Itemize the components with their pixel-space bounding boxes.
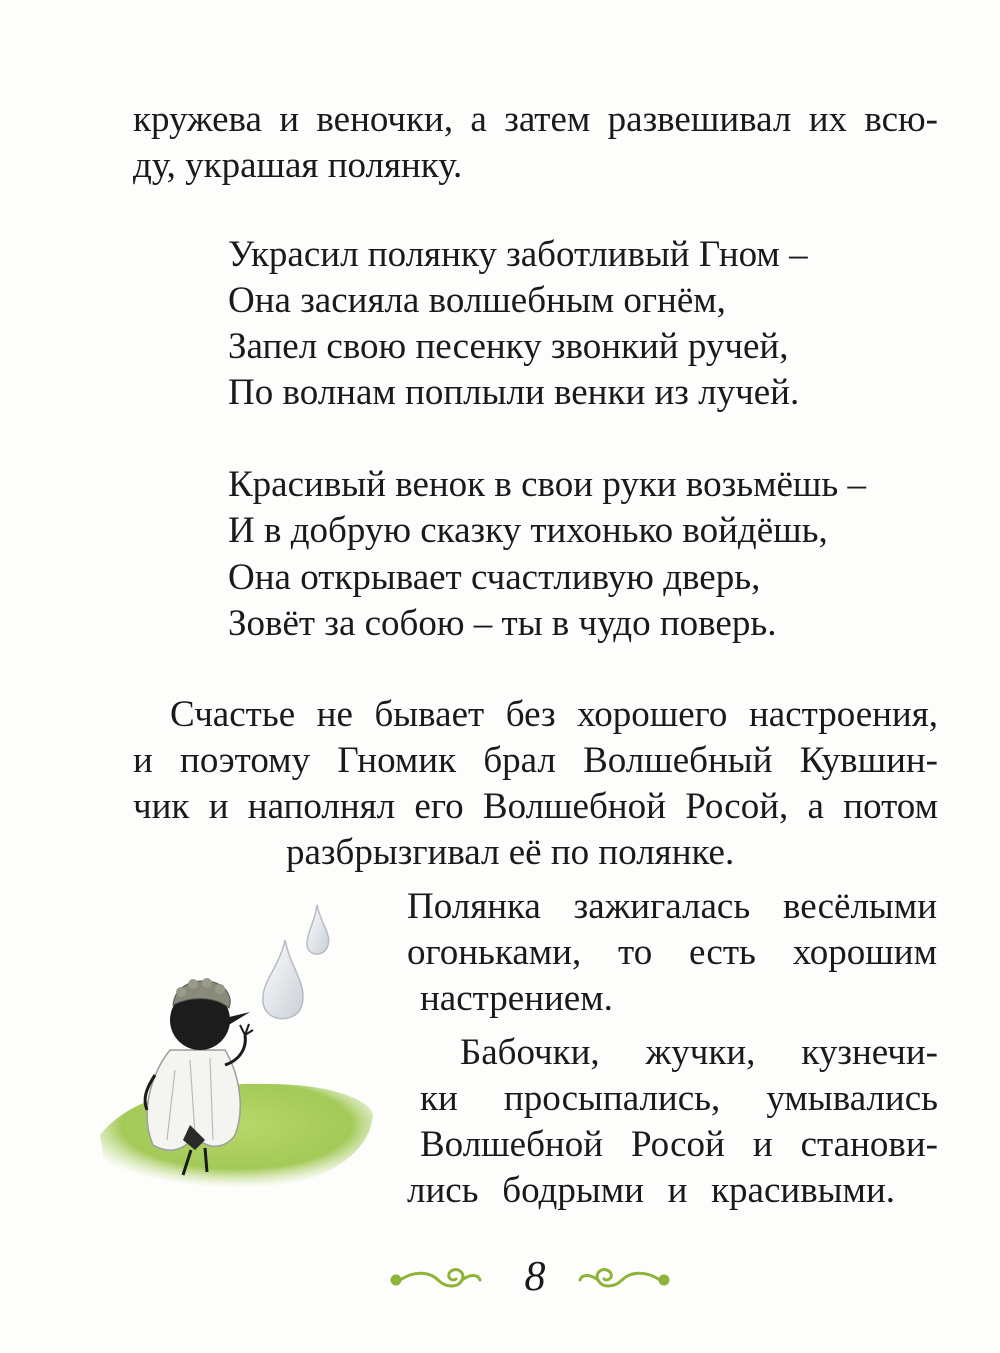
paragraph-line: разбрызгивал её по полянке. — [286, 832, 735, 873]
dew-drop-icon — [307, 905, 329, 954]
poem-line: Запел свою песенку звонкий ручей, — [228, 326, 789, 367]
paragraph-line: Счастье не бывает без хорошего настроения, — [170, 694, 938, 735]
gnome-illustration — [95, 900, 375, 1190]
dew-drop-icon — [263, 940, 303, 1019]
paragraph-line: Бабочки, жучки, кузнечи- — [460, 1032, 938, 1073]
paragraph-line: Полянка зажигалась весёлыми — [407, 886, 937, 927]
text-line: ду, украшая полянку. — [133, 145, 463, 186]
paragraph-line: настрением. — [420, 978, 613, 1019]
paragraph-line: лись бодрыми и красивыми. — [407, 1170, 895, 1211]
poem-line: По волнам поплыли венки из лучей. — [228, 372, 800, 413]
paragraph-line: ки просыпались, умывались — [420, 1078, 938, 1119]
text-line: кружева и веночки, а затем развешивал их всю- — [133, 99, 938, 140]
paragraph-line: и поэтому Гномик брал Волшебный Кувшин- — [133, 740, 938, 781]
paragraph-line: огоньками, то есть хорошим — [407, 932, 937, 973]
swirl-left-icon — [400, 1273, 438, 1280]
poem-line: Она открывает счастливую дверь, — [228, 557, 761, 598]
swirl-right-icon — [622, 1273, 660, 1280]
page-number: 8 — [524, 1254, 546, 1300]
paragraph-line: Волшебной Росой и станови- — [420, 1124, 938, 1165]
paragraph-line: чик и наполнял его Волшебной Росой, а потом — [133, 786, 938, 827]
poem-line: И в добрую сказку тихонько войдёшь, — [228, 510, 828, 551]
poem-line: Красивый венок в свои руки возьмёшь – — [228, 464, 867, 505]
poem-line: Она засияла волшебным огнём, — [228, 280, 726, 321]
poem-line: Украсил полянку заботливый Гном – — [228, 234, 808, 275]
poem-line: Зовёт за собою – ты в чудо поверь. — [228, 603, 777, 644]
